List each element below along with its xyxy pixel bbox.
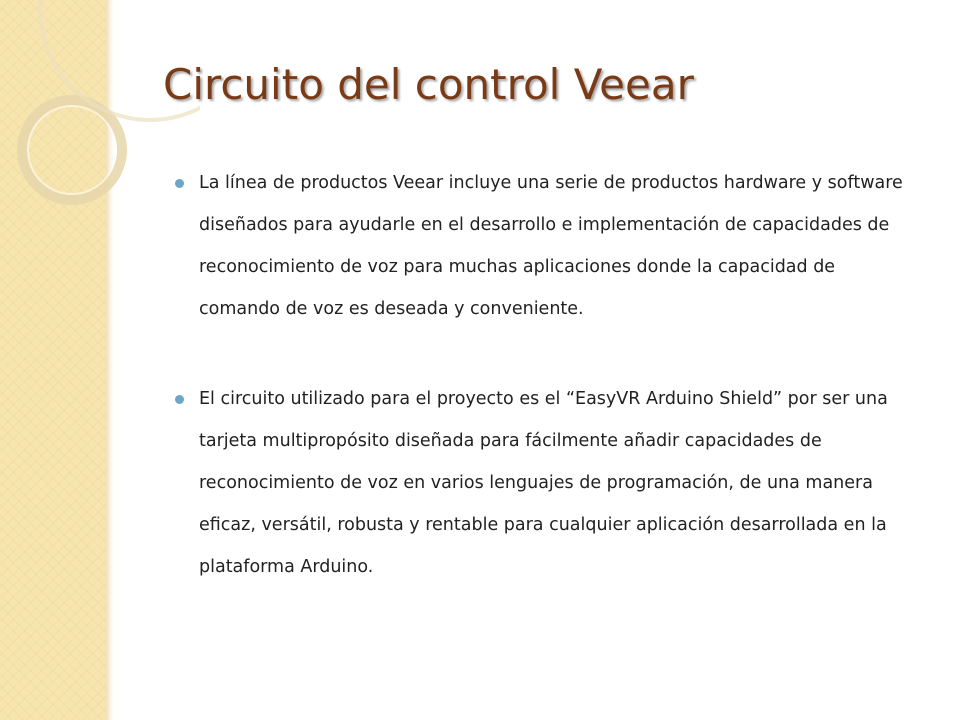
bullet-text: El circuito utilizado para el proyecto es el “EasyVR Arduino Shield” por ser una tarjeta multipropósito diseñada para fácilmente añadir capacidades de reconocimiento de voz en varios lenguajes de programación, de una manera eficaz, versátil, robusta y rentable para cualquier aplicación desarrollada en la plataforma Arduino. (199, 389, 888, 577)
bullet-item (172, 162, 920, 330)
decorative-sidebar (0, 0, 107, 720)
bullet-dot-icon (175, 395, 184, 404)
sidebar-edge (106, 0, 114, 720)
bullet-item (172, 378, 920, 588)
bullet-dot-icon (175, 179, 184, 188)
bullet-text: La línea de productos Veear incluye una serie de productos hardware y software diseñados para ayudarle en el desarrollo e implementación de capacidades de reconocimiento de voz para muchas aplicaciones donde la capacidad de comando de voz es deseada y conveniente. (199, 173, 903, 319)
slide-title: Circuito del control Veear (163, 60, 694, 109)
bullet-list (172, 162, 920, 588)
